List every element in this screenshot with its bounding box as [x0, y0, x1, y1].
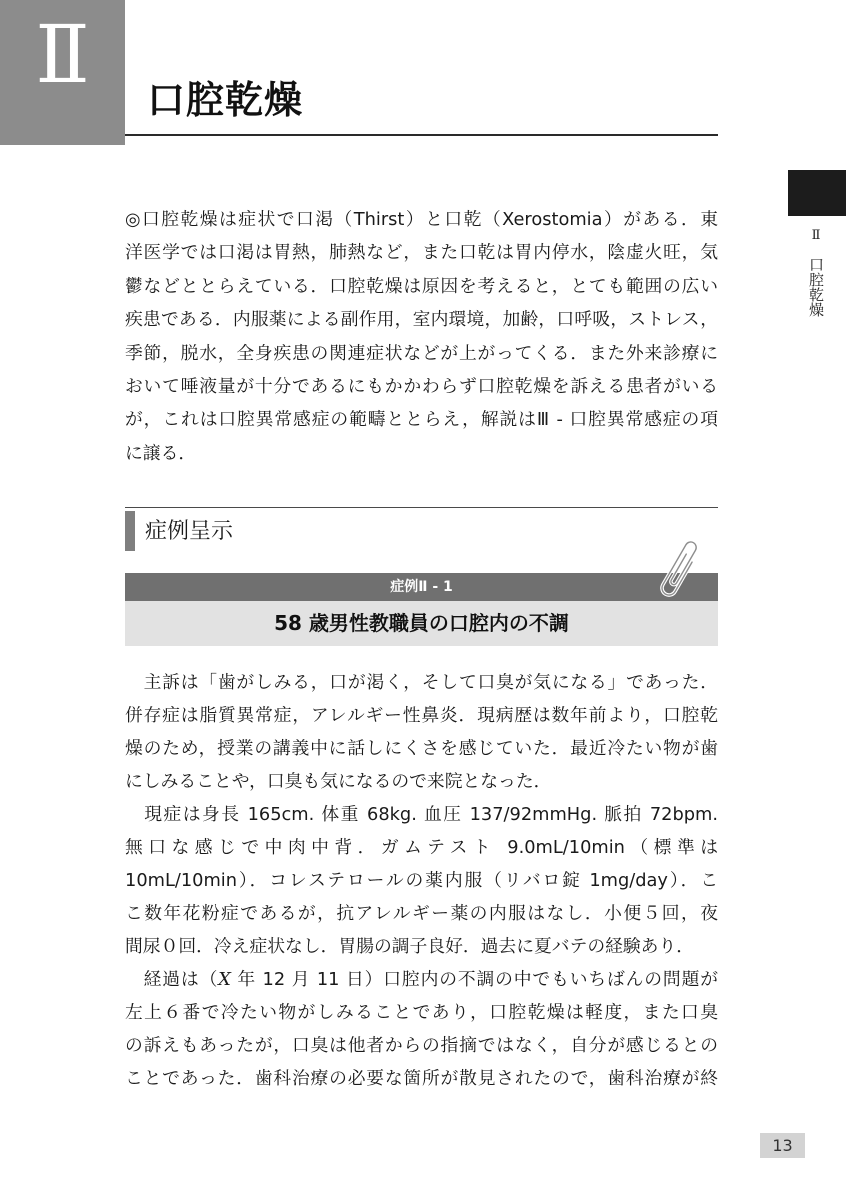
- body-line: 無口な感じで中肉中背．ガムテスト 9.0mL/10min（標準は: [125, 837, 718, 858]
- intro-line: 季節，脱水，全身疾患の関連症状などが上がってくる．また外来診療に: [125, 342, 718, 364]
- body-line: [125, 963, 718, 996]
- page-number: 13: [760, 1133, 805, 1158]
- date-year-variable: X: [218, 969, 231, 990]
- case-label: 症例Ⅱ - 1: [390, 579, 453, 595]
- intro-line: に譲る．: [125, 442, 197, 464]
- intro-line: ◎口腔乾燥は症状で口渇（Thirst）と口乾（Xerostomia）がある．東: [125, 209, 718, 230]
- case-body: [125, 666, 718, 1095]
- title-divider: [125, 134, 718, 136]
- body-line: 間尿０回．冷え症状なし．胃腸の調子良好．過去に夏バテの経験あり．: [125, 936, 695, 957]
- intro-line: 疾患である．内服薬による副作用，室内環境，加齢，口呼吸，ストレス，: [125, 309, 718, 331]
- chapter-numeral: Ⅱ: [35, 8, 90, 101]
- intro-paragraph: [125, 203, 718, 470]
- body-line: 併存症は脂質異常症，アレルギー性鼻炎．現病歴は数年前より，口腔乾: [125, 705, 718, 726]
- body-line: にしみることや，口臭も気になるので来院となった．: [125, 771, 552, 792]
- body-line: 燥のため，授業の講義中に話しにくさを感じていた．最近冷たい物が歯: [125, 738, 718, 759]
- paperclip-icon: [652, 537, 708, 601]
- body-line: 10mL/10min）．コレステロールの薬内服（リバロ錠 1mg/day）．こ: [125, 870, 718, 891]
- side-tab-numeral: Ⅱ: [811, 228, 821, 243]
- body-line: の訴えもあったが，口臭は他者からの指摘ではなく，自分が感じるとの: [125, 1035, 718, 1056]
- side-tab-label: 口腔乾燥: [807, 257, 825, 317]
- intro-line: おいて唾液量が十分であるにもかかわらず口腔乾燥を訴える患者がいる: [125, 375, 718, 397]
- body-line: 主訴は「歯がしみる，口が渇く，そして口臭が気になる」であった．: [125, 672, 718, 693]
- section-heading-bar: [125, 511, 135, 551]
- body-line: こ数年花粉症であるが，抗アレルギー薬の内服はなし．小便５回，夜: [125, 903, 718, 924]
- case-title: 58 歳男性教職員の口腔内の不調: [274, 611, 569, 635]
- body-line: ことであった．歯科治療の必要な箇所が散見されたので，歯科治療が終: [125, 1068, 718, 1089]
- intro-line: が，これは口腔異常感症の範疇ととらえ，解説はⅢ - 口腔異常感症の項: [125, 409, 718, 431]
- body-line: 現症は身長 165cm. 体重 68kg. 血圧 137/92mmHg. 脈拍 72bpm.: [125, 804, 718, 825]
- side-tab-marker: [788, 170, 846, 216]
- section-heading: 症例呈示: [145, 519, 234, 544]
- body-text-segment: 経過は（: [125, 969, 219, 990]
- section-divider: [125, 507, 718, 508]
- chapter-title: 口腔乾燥: [147, 78, 304, 122]
- body-text-segment: 年 12 月 11 日）口腔内の不調の中でもいちばんの問題が: [230, 969, 718, 990]
- intro-line: 洋医学では口渇は胃熱，肺熱など，また口乾は胃内停水，陰虚火旺，気: [125, 242, 718, 264]
- body-line: 左上６番で冷たい物がしみることであり，口腔乾燥は軽度，また口臭: [125, 1002, 718, 1023]
- intro-line: 鬱などととらえている．口腔乾燥は原因を考えると，とても範囲の広い: [125, 275, 718, 297]
